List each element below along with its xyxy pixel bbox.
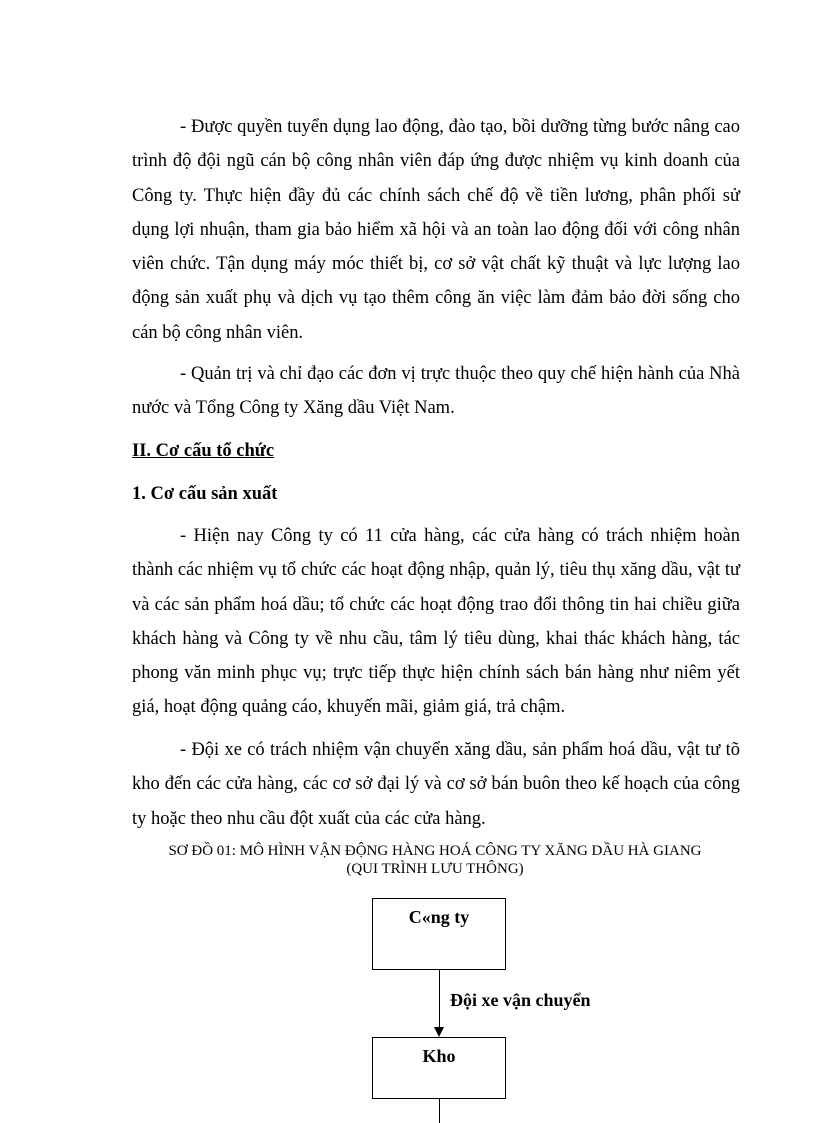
diagram-title (110, 842, 760, 878)
diagram-title-line1: SƠ ĐỒ 01: MÔ HÌNH VẬN ĐỘNG HÀNG HOÁ CÔNG TY XĂNG DẦU HÀ GIANG (168, 843, 702, 859)
flow-connector-line (439, 970, 440, 1028)
paragraph-management: - Quản trị và chỉ đạo các đơn vị trực thuộc theo quy chế hiện hành của Nhà nước và Tổng Công ty Xăng dầu Việt Nam. (132, 364, 740, 419)
diagram-title-line2: (QUI TRÌNH LƯU THÔNG) (346, 861, 524, 877)
flow-connector-line-continued (439, 1099, 440, 1123)
paragraph-stores: - Hiện nay Công ty có 11 cửa hàng, các cửa hàng có trách nhiệm hoàn thành các nhiệm vụ tổ chức các hoạt động nhập, quản lý, tiêu thụ xăng dầu, vật tư và các sản phẩm hoá dầu; tổ chức các hoạt động trao đổi thông tin hai chiều giữa khách hàng và Công ty về nhu cầu, tâm lý tiêu dùng, khai thác khách hàng, tác phong văn minh phục vụ; trực tiếp thực hiện chính sách bán hàng như niêm yết giá, hoạt động quảng cáo, khuyến mãi, giảm giá, trả chậm. (132, 526, 740, 718)
warehouse-box-label: Kho (422, 1046, 456, 1066)
company-box (372, 898, 506, 970)
paragraph-rights: - Được quyền tuyển dụng lao động, đào tạo, bồi dưỡng từng bước nâng cao trình độ đội ngũ cán bộ công nhân viên đáp ứng được nhiệm vụ kinh doanh của Công ty. Thực hiện đầy đủ các chính sách chế độ về tiền lương, phân phối sử dụng lợi nhuận, tham gia bảo hiểm xã hội và an toàn lao động đối với công nhân viên chức. Tận dụng máy móc thiết bị, cơ sở vật chất kỹ thuật và lực lượng lao động sản xuất phụ và dịch vụ tạo thêm công ăn việc làm đảm bảo đời sống cho cán bộ công nhân viên. (132, 117, 740, 343)
paragraph-fleet: - Đội xe có trách nhiệm vận chuyển xăng dầu, sản phẩm hoá dầu, vật tư tõ kho đến các cửa hàng, các cơ sở đại lý và cơ sở bán buôn theo kế hoạch của công ty hoặc theo nhu cầu đột xuất của các cửa hàng. (132, 740, 740, 829)
company-box-label: C«ng ty (408, 907, 470, 927)
subsection-heading: 1. Cơ cấu sản xuất (132, 484, 278, 504)
section-heading: II. Cơ cấu tổ chức (132, 441, 275, 461)
transport-fleet-label: Đội xe vận chuyển (450, 990, 591, 1010)
arrow-down-icon (434, 1027, 444, 1037)
warehouse-box (372, 1037, 506, 1099)
